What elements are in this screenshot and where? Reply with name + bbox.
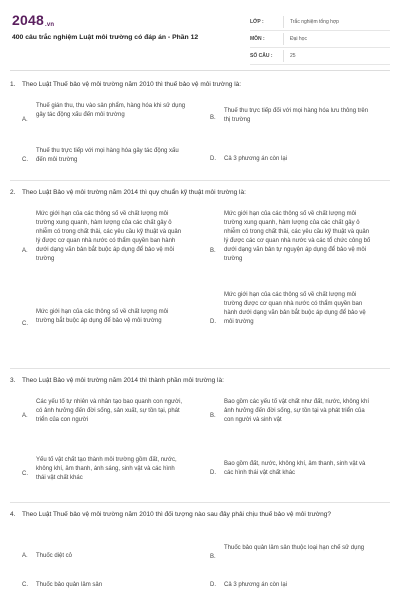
option-letter: A. xyxy=(22,553,28,559)
option-text: Mức giới hạn của các thông số về chất lượng môi trường được cơ quan nhà nước có thẩm quyền ban hành dưới dạng văn bản bắt buộc áp dụng để bảo vệ môi trường xyxy=(224,292,366,325)
meta-label: LỚP : xyxy=(250,19,264,25)
option-letter: B. xyxy=(210,413,216,419)
meta-label: SỐ CÂU : xyxy=(250,53,273,59)
option-c[interactable] xyxy=(22,308,202,368)
option-c[interactable] xyxy=(22,578,202,596)
option-letter: D. xyxy=(210,319,216,325)
meta-row-subject xyxy=(250,31,390,48)
option-letter: B. xyxy=(210,248,216,254)
option-c[interactable] xyxy=(22,456,202,496)
option-text: Cả 3 phương án còn lại xyxy=(224,582,287,588)
meta-value: Trắc nghiệm tổng hợp xyxy=(290,19,339,25)
question-3 xyxy=(10,376,390,496)
question-text: Theo Luật Bảo vệ môi trường năm 2014 thì quy chuẩn kỹ thuật môi trường là: xyxy=(22,189,246,196)
question-divider xyxy=(10,180,390,181)
option-letter: C. xyxy=(22,471,28,477)
option-letter: A. xyxy=(22,248,28,254)
meta-label: MÔN : xyxy=(250,36,265,42)
option-d[interactable] xyxy=(210,460,390,490)
option-letter: B. xyxy=(210,554,216,560)
option-a[interactable] xyxy=(22,102,202,142)
meta-row-class xyxy=(250,14,390,31)
question-number: 3. xyxy=(10,377,16,384)
option-d[interactable] xyxy=(210,578,390,596)
site-logo[interactable] xyxy=(12,12,54,28)
question-text: Theo Luật Thuế bảo vệ môi trường năm 2010 thì đối tượng nào sau đây phải chịu thuế bảo vệ môi trường? xyxy=(22,511,332,518)
option-text: Mức giới hạn của các thông số về chất lượng môi trường bắt buộc áp dụng để bảo vệ môi trường xyxy=(36,309,169,324)
option-text: Thuế gián thu, thu vào sản phẩm, hàng hóa khi sử dụng gây tác động xấu đến môi trường xyxy=(36,103,186,118)
option-letter: A. xyxy=(22,117,28,123)
question-number: 4. xyxy=(10,511,16,518)
meta-value: 25 xyxy=(290,53,296,59)
option-letter: A. xyxy=(22,413,28,419)
option-b[interactable] xyxy=(210,398,390,438)
header-divider xyxy=(10,70,390,71)
question-divider xyxy=(10,368,390,369)
question-1 xyxy=(10,80,390,190)
page-header xyxy=(0,0,400,70)
option-text: Thuế thu trực tiếp với mọi hàng hóa gây tác động xấu đến môi trường xyxy=(36,148,179,163)
option-letter: C. xyxy=(22,321,28,327)
question-number: 1. xyxy=(10,81,16,88)
question-number: 2. xyxy=(10,189,16,196)
option-b[interactable] xyxy=(210,210,390,300)
option-text: Bao gồm đất, nước, không khí, âm thanh, sinh vật và các hình thái vật chất khác xyxy=(224,461,366,476)
option-letter: B. xyxy=(210,115,216,121)
meta-separator xyxy=(283,50,284,62)
option-text: Yếu tố vật chất tạo thành môi trường gồm đất, nước, không khí, âm thanh, ánh sáng, sinh vật và các hình thái vật chất khác xyxy=(36,457,177,481)
option-text: Thuốc bảo quản lâm sản thuộc loại hạn chế sử dụng xyxy=(224,545,365,551)
option-text: Cả 3 phương án còn lại xyxy=(224,156,287,162)
meta-row-count xyxy=(250,48,390,65)
question-2 xyxy=(10,188,390,368)
option-d[interactable] xyxy=(210,147,390,177)
option-text: Mức giới hạn của các thông số về chất lượng môi trường xung quanh, hàm lượng của các chất gây ô nhiễm có trong chất thải, các yêu cầu kỹ thuật và quản lý được các cơ quan nhà nước và các tổ chức công bố dưới dạng văn bản tự nguyện áp dụng để bảo vệ môi trường xyxy=(224,211,371,262)
option-b[interactable] xyxy=(210,544,390,574)
meta-separator xyxy=(283,16,284,28)
option-c[interactable] xyxy=(22,147,202,177)
option-a[interactable] xyxy=(22,210,202,300)
question-text: Theo Luật Thuế bảo vệ môi trường năm 2010 thì thuế bảo vệ môi trường là: xyxy=(22,81,242,88)
question-text: Theo Luật Bảo vệ môi trường năm 2014 thì thành phần môi trường là: xyxy=(22,377,224,384)
option-text: Bao gồm các yếu tố vật chất như đất, nước, không khí ảnh hưởng đến đời sống, sự tồn tại và phát triển của con người và sinh vật xyxy=(224,399,370,423)
logo-text: 2048 xyxy=(12,12,44,28)
question-4 xyxy=(10,510,390,598)
option-text: Thuế thu trực tiếp đối với mọi hàng hóa lưu thông trên thị trường xyxy=(224,108,369,123)
meta-panel xyxy=(250,14,390,65)
option-text: Mức giới hạn của các thông số về chất lượng môi trường xung quanh, hàm lượng của các chất gây ô nhiễm có trong chất thải, các yêu cầu kỹ thuật và quản lý được cơ quan nhà nước có thẩm quyền ban hành dưới dạng văn bản bắt buộc áp dụng để bảo vệ môi trường xyxy=(36,211,182,262)
option-a[interactable] xyxy=(22,548,202,568)
option-letter: C. xyxy=(22,157,28,163)
option-letter: D. xyxy=(210,582,216,588)
option-d[interactable] xyxy=(210,291,390,351)
logo-suffix: .vn xyxy=(44,22,55,28)
meta-value: Đại học xyxy=(290,36,307,42)
option-text: Thuốc bảo quản lâm sản xyxy=(36,582,103,588)
option-letter: C. xyxy=(22,582,28,588)
option-letter: D. xyxy=(210,470,216,476)
option-b[interactable] xyxy=(210,102,390,142)
option-a[interactable] xyxy=(22,398,202,438)
page-title: 400 câu trắc nghiệm Luật môi trường có đáp án - Phần 12 xyxy=(12,34,199,41)
option-letter: D. xyxy=(210,156,216,162)
option-text: Thuốc diệt cỏ xyxy=(36,553,73,559)
question-divider xyxy=(10,502,390,503)
meta-separator xyxy=(283,33,284,45)
option-text: Các yếu tố tự nhiên và nhân tạo bao quanh con người, có ảnh hưởng đến đời sống, sản xuất, sự tồn tại, phát triển của con người xyxy=(36,399,183,423)
